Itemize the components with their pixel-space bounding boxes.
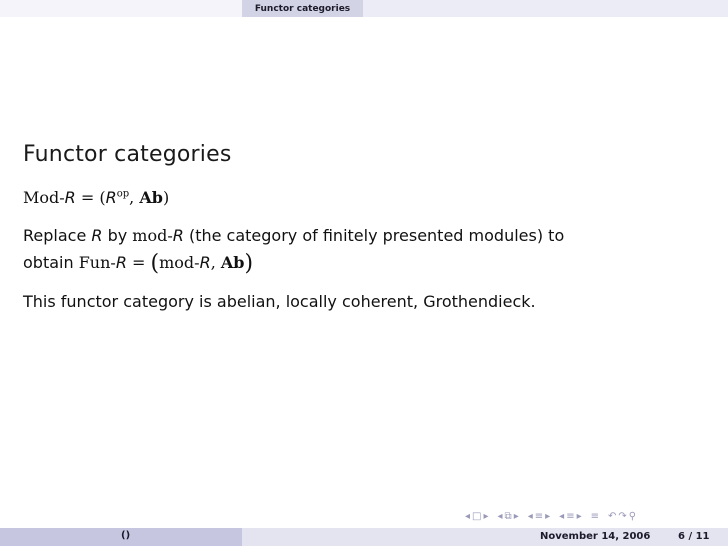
footer-page-number: 6 / 11	[678, 531, 710, 542]
close-paren: )	[162, 188, 170, 207]
search-icon[interactable]: ⚲	[628, 510, 637, 522]
appendix-icon[interactable]: ≡	[590, 510, 600, 522]
mod-text: Mod-	[23, 188, 65, 207]
footer-right-segment	[242, 528, 728, 546]
nav-left-arrow-icon[interactable]: ◂	[465, 510, 471, 522]
document-nav-group	[559, 511, 581, 522]
ab-bold: Ab	[220, 253, 245, 272]
mod-text: mod-	[132, 226, 173, 245]
mod-text: mod-	[159, 253, 200, 272]
comma: ,	[129, 188, 140, 207]
big-right-paren: )	[244, 251, 254, 276]
r-variable: R	[115, 253, 127, 272]
top-bar-left-segment	[0, 0, 242, 17]
comma: ,	[210, 253, 221, 272]
text: by	[102, 226, 133, 245]
footer-author: ()	[121, 530, 131, 541]
r-variable: R	[91, 226, 103, 245]
footer-date: November 14, 2006	[540, 531, 651, 542]
replace-sentence	[23, 226, 564, 245]
section-nav-group	[528, 511, 550, 522]
back-icon[interactable]: ↶	[608, 510, 617, 522]
obtain-sentence	[23, 251, 254, 276]
text: (the category of finitely presented modules) to	[183, 226, 565, 245]
text: obtain	[23, 253, 79, 272]
beamer-navigation-symbols	[465, 506, 636, 526]
top-bar-right-segment	[363, 0, 728, 17]
abelian-statement: This functor category is abelian, locally coherent, Grothendieck.	[23, 292, 536, 311]
r-variable: R	[199, 253, 211, 272]
document-icon[interactable]: ≡	[566, 510, 575, 522]
text: Replace	[23, 226, 92, 245]
footer-left-segment	[0, 528, 242, 546]
section-icon[interactable]: ≡	[534, 510, 544, 522]
nav-right-arrow-icon[interactable]: ▸	[545, 510, 551, 522]
forward-icon[interactable]: ↷	[618, 510, 627, 522]
ab-bold: Ab	[139, 188, 163, 207]
definition-mod-r	[23, 188, 169, 207]
fun-text: Fun-	[78, 253, 116, 272]
nav-right-arrow-icon[interactable]: ▸	[576, 510, 582, 522]
frame-nav-group	[465, 511, 489, 522]
equals-paren: = (	[75, 188, 106, 207]
r-variable: R	[64, 188, 76, 207]
section-tab-functor-categories[interactable]: Functor categories	[242, 0, 363, 17]
r-variable: R	[172, 226, 184, 245]
op-superscript: op	[116, 188, 130, 200]
frame-icon[interactable]: □	[472, 510, 482, 522]
nav-left-arrow-icon[interactable]: ◂	[527, 510, 533, 522]
subsection-nav-group	[498, 511, 519, 522]
slide-title: Functor categories	[23, 142, 232, 167]
footer-bar	[0, 528, 728, 546]
nav-right-arrow-icon[interactable]: ▸	[513, 510, 519, 522]
equals: =	[126, 253, 151, 272]
top-navigation-bar	[0, 0, 728, 17]
subsection-icon[interactable]: ⧉	[504, 510, 512, 522]
nav-left-arrow-icon[interactable]: ◂	[559, 510, 565, 522]
r-variable: R	[105, 188, 117, 207]
history-search-group	[608, 511, 636, 522]
nav-right-arrow-icon[interactable]: ▸	[483, 510, 489, 522]
big-left-paren: (	[150, 251, 160, 276]
nav-left-arrow-icon[interactable]: ◂	[497, 510, 503, 522]
